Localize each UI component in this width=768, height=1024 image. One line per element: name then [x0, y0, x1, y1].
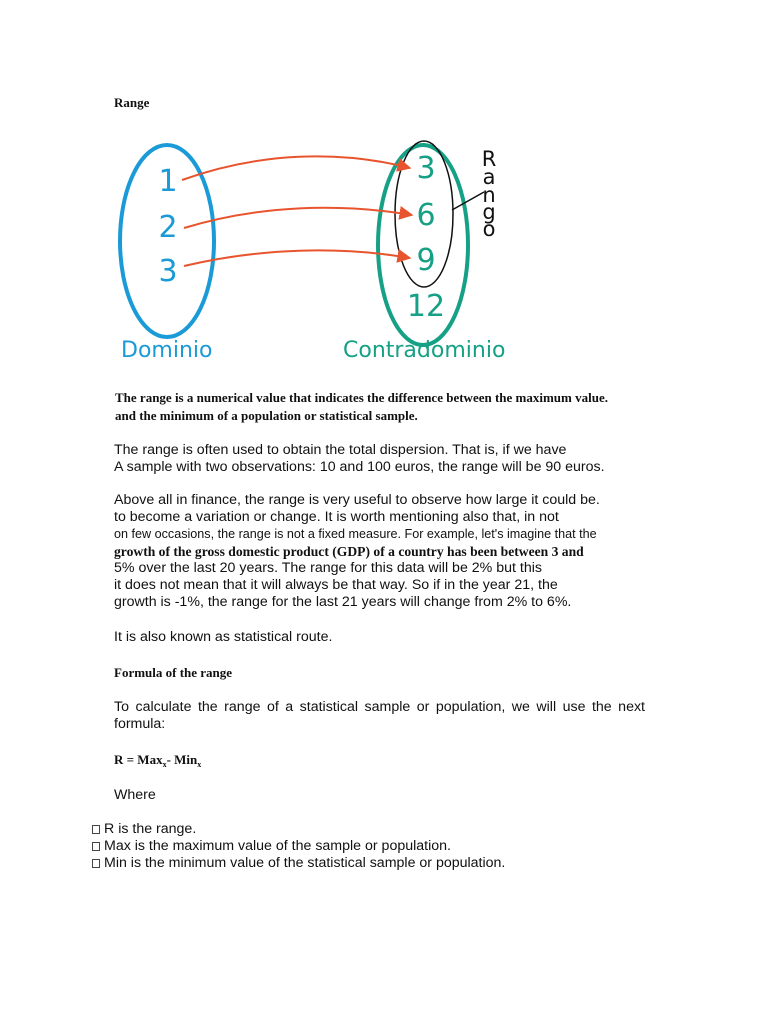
paragraph [114, 442, 605, 476]
formula-subscript: x [197, 760, 202, 769]
text-line: 5% over the last 20 years. The range for this data will be 2% but this [114, 560, 542, 576]
codomain-label: Contradominio [343, 338, 506, 363]
text-line: to become a variation or change. It is worth mentioning also that, in not [114, 509, 559, 525]
domain-value: 2 [158, 210, 178, 245]
codomain-value: 6 [416, 198, 436, 233]
formula-intro: To calculate the range of a statistical sample or population, we will use the next formula: [114, 699, 645, 732]
domain-value: 1 [158, 164, 178, 199]
mapping-arrow [182, 156, 410, 180]
formula-subscript: x [162, 760, 167, 769]
range-label-letter: o [482, 217, 496, 241]
text-line: and the minimum of a population or statistical sample. [115, 408, 418, 423]
text-line: it does not mean that it will always be that way. So if in the year 21, the [114, 577, 558, 593]
range-label-letter: g [482, 200, 496, 224]
list-item-text: Min is the minimum value of the statistical sample or population. [104, 855, 506, 871]
range-label-letter: R [481, 147, 497, 171]
list-item [92, 838, 505, 855]
text-line: on few occasions, the range is not a fixed measure. For example, let's imagine that the [114, 527, 597, 541]
formula-part: R = Max [114, 752, 163, 767]
bullet-box-icon [92, 859, 100, 868]
list-item-text: R is the range. [104, 821, 197, 837]
domain-value: 3 [158, 254, 178, 289]
mapping-arrow [184, 250, 410, 266]
domain-range-diagram [110, 135, 530, 370]
codomain-value: 9 [416, 243, 436, 278]
bullet-box-icon [92, 825, 100, 834]
formula [114, 752, 201, 769]
bullet-box-icon [92, 842, 100, 851]
range-label-letter: a [482, 165, 496, 189]
list-item [92, 821, 505, 838]
definition-paragraph [115, 389, 608, 425]
codomain-value: 3 [416, 151, 436, 186]
page-title: Range [114, 95, 150, 110]
text-line: The range is often used to obtain the total dispersion. That is, if we have [114, 442, 567, 458]
definitions-list [92, 821, 505, 872]
list-item [92, 855, 505, 872]
text-line: The range is a numerical value that indicates the difference between the maximum value. [115, 390, 608, 405]
formula-part: - Min [166, 752, 198, 767]
text-line: growth of the gross domestic product (GDP) of a country has been between 3 and [114, 544, 584, 559]
codomain-value: 12 [406, 289, 446, 324]
paragraph [114, 492, 600, 611]
section-heading: Formula of the range [114, 665, 233, 680]
paragraph: It is also known as statistical route. [114, 629, 333, 645]
text-line: Above all in finance, the range is very useful to observe how large it could be. [114, 492, 600, 508]
range-label-letter: n [482, 183, 496, 207]
list-item-text: Max is the maximum value of the sample or population. [104, 838, 451, 854]
where-label: Where [114, 787, 156, 803]
range-pointer-line [452, 192, 484, 210]
text-line: A sample with two observations: 10 and 100 euros, the range will be 90 euros. [114, 459, 605, 475]
domain-label: Dominio [121, 338, 213, 363]
text-line: growth is -1%, the range for the last 21 years will change from 2% to 6%. [114, 594, 572, 610]
